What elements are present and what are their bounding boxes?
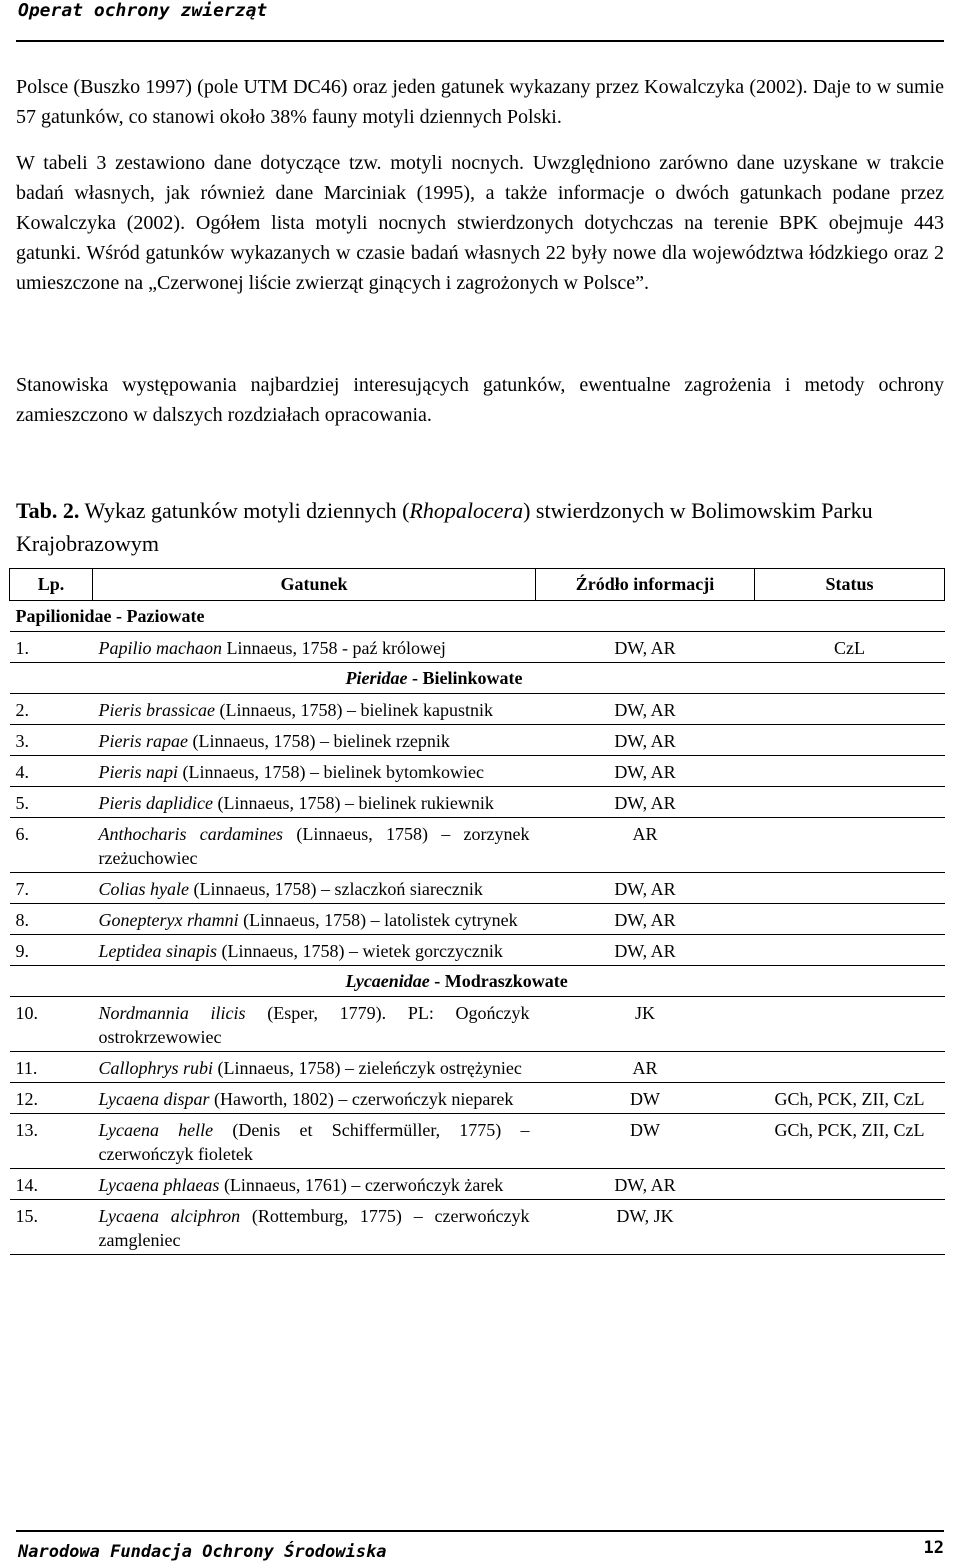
table-row: 3. Pieris rapae (Linnaeus, 1758) – bielinek rzepnik DW, AR bbox=[10, 725, 945, 756]
header-lp: Lp. bbox=[10, 569, 93, 601]
table-caption-label: Tab. 2. bbox=[16, 498, 80, 523]
species-table bbox=[9, 568, 945, 1255]
table-row: 7. Colias hyale (Linnaeus, 1758) – szlaczkoń siarecznik DW, AR bbox=[10, 873, 945, 904]
table-caption: Tab. 2. Wykaz gatunków motyli dziennych (Rhopalocera) stwierdzonych w Bolimowskim Parku Krajobrazowym bbox=[16, 498, 873, 556]
paragraph-1: Polsce (Buszko 1997) (pole UTM DC46) oraz jeden gatunek wykazany przez Kowalczyka (2002). Daje to w sumie 57 gatunków, co stanowi około 38% fauny motyli dziennych Polski. bbox=[16, 76, 944, 128]
table-row: 15. Lycaena alciphron (Rottemburg, 1775) – czerwończyk zamgleniec DW, JK bbox=[10, 1200, 945, 1255]
table-row: 13. Lycaena helle (Denis et Schiffermüller, 1775) – czerwończyk fioletek DW GCh, PCK, ZII, CzL bbox=[10, 1114, 945, 1169]
page-footer bbox=[16, 1530, 944, 1568]
table-row: 6. Anthocharis cardamines (Linnaeus, 1758) – zorzynek rzeżuchowiec AR bbox=[10, 818, 945, 873]
table-row: 5. Pieris daplidice (Linnaeus, 1758) – bielinek rukiewnik DW, AR bbox=[10, 787, 945, 818]
family-row-papilionidae: Papilionidae - Paziowate bbox=[10, 601, 945, 632]
table-row: 12. Lycaena dispar (Haworth, 1802) – czerwończyk nieparek DW GCh, PCK, ZII, CzL bbox=[10, 1083, 945, 1114]
table-row: 4. Pieris napi (Linnaeus, 1758) – bielinek bytomkowiec DW, AR bbox=[10, 756, 945, 787]
header-source: Źródło informacji bbox=[536, 569, 755, 601]
table-row: 14. Lycaena phlaeas (Linnaeus, 1761) – czerwończyk żarek DW, AR bbox=[10, 1169, 945, 1200]
header-species: Gatunek bbox=[93, 569, 536, 601]
table-header-row bbox=[10, 569, 945, 601]
table-row: 8. Gonepteryx rhamni (Linnaeus, 1758) – latolistek cytrynek DW, AR bbox=[10, 904, 945, 935]
table-row: 2. Pieris brassicae (Linnaeus, 1758) – bielinek kapustnik DW, AR bbox=[10, 694, 945, 725]
paragraph-2: W tabeli 3 zestawiono dane dotyczące tzw. motyli nocnych. Uwzględniono zarówno dane uzyskane w trakcie badań własnych, jak również dane Marciniak (1995), a także informacje o dwóch gatunkach podane przez Kowalczyka (2002). Ogółem lista motyli nocnych stwierdzonych dotychczas na terenie BPK obejmuje 443 gatunki. Wśród gatunków wykazanych w czasie badań własnych 22 były nowe dla województwa łódzkiego oraz 2 umieszczone na „Czerwonej liście zwierząt ginących i zagrożonych w Polsce”. bbox=[16, 152, 944, 294]
page-number: 12 bbox=[923, 1538, 944, 1558]
document-title: Operat ochrony zwierząt bbox=[18, 0, 268, 21]
paragraph-3: Stanowiska występowania najbardziej interesujących gatunków, ewentualne zagrożenia i metody ochrony zamieszczono w dalszych rozdziałach opracowania. bbox=[16, 374, 944, 426]
table-row: 9. Leptidea sinapis (Linnaeus, 1758) – wietek gorczycznik DW, AR bbox=[10, 935, 945, 966]
family-row-lycaenidae: Lycaenidae - Modraszkowate bbox=[10, 966, 945, 997]
family-row-pieridae: Pieridae - Bielinkowate bbox=[10, 663, 945, 694]
header-status: Status bbox=[755, 569, 945, 601]
page-header bbox=[16, 0, 944, 42]
table-row: 10. Nordmannia ilicis (Esper, 1779). PL: Ogończyk ostrokrzewowiec JK bbox=[10, 997, 945, 1052]
table-row: 11. Callophrys rubi (Linnaeus, 1758) – zieleńczyk ostrężyniec AR bbox=[10, 1052, 945, 1083]
footer-organization: Narodowa Fundacja Ochrony Środowiska bbox=[18, 1542, 387, 1562]
table-row: 1. Papilio machaon Linnaeus, 1758 - paź królowej DW, AR CzL bbox=[10, 632, 945, 663]
